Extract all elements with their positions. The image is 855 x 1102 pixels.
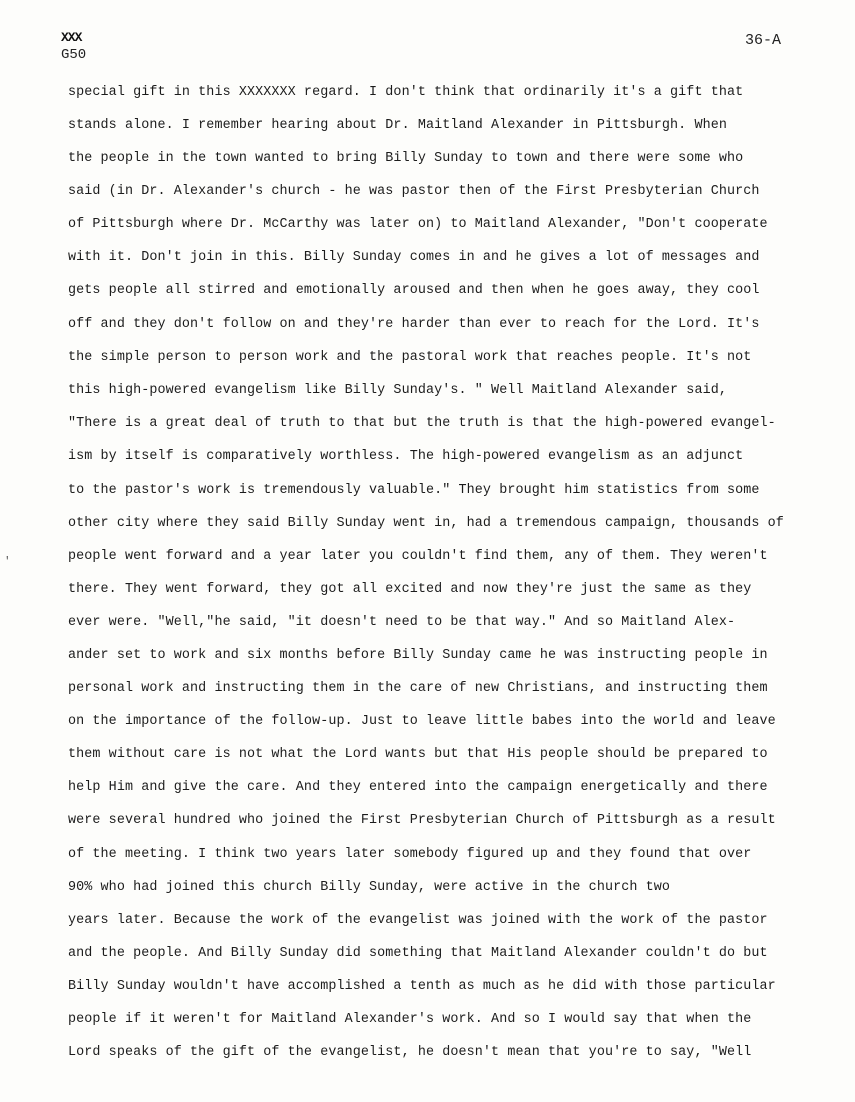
scan-speck-mark: ʹ — [4, 556, 11, 568]
text-line: help Him and give the care. And they entered into the campaign energetically and there — [68, 780, 768, 795]
text-line: the people in the town wanted to bring Billy Sunday to town and there were some who — [68, 151, 744, 166]
text-line: with it. Don't join in this. Billy Sunday comes in and he gives a lot of messages and — [68, 250, 760, 265]
text-line: to the pastor's work is tremendously valuable." They brought him statistics from some — [68, 483, 760, 498]
text-line: people went forward and a year later you couldn't find them, any of them. They weren't — [68, 549, 768, 564]
text-line: Billy Sunday wouldn't have accomplished a tenth as much as he did with those particular — [68, 979, 776, 994]
text-line: of Pittsburgh where Dr. McCarthy was later on) to Maitland Alexander, "Don't cooperate — [68, 217, 768, 232]
text-line: were several hundred who joined the First Presbyterian Church of Pittsburgh as a result — [68, 813, 776, 828]
text-line: 90% who had joined this church Billy Sunday, were active in the church two — [68, 880, 671, 895]
text-line: other city where they said Billy Sunday went in, had a tremendous campaign, thousands of — [68, 516, 784, 531]
text-line: there. They went forward, they got all excited and now they're just the same as they — [68, 582, 752, 597]
text-line: said (in Dr. Alexander's church - he was pastor then of the First Presbyterian Church — [68, 184, 760, 199]
text-line: of the meeting. I think two years later somebody figured up and they found that over — [68, 847, 752, 862]
text-line: off and they don't follow on and they're harder than ever to reach for the Lord. It's — [68, 317, 760, 332]
text-line: ander set to work and six months before Billy Sunday came he was instructing people in — [68, 648, 768, 663]
text-line: on the importance of the follow-up. Just to leave little babes into the world and leave — [68, 714, 776, 729]
text-line: special gift in this XXXXXXX regard. I don't think that ordinarily it's a gift that — [68, 85, 744, 100]
text-line: Lord speaks of the gift of the evangelist, he doesn't mean that you're to say, "Well — [68, 1045, 752, 1060]
text-line: ism by itself is comparatively worthless. The high-powered evangelism as an adjunct — [68, 449, 744, 464]
text-line: gets people all stirred and emotionally aroused and then when he goes away, they cool — [68, 283, 760, 298]
text-line: years later. Because the work of the evangelist was joined with the work of the pastor — [68, 913, 768, 928]
text-line: them without care is not what the Lord wants but that His people should be prepared to — [68, 747, 768, 762]
page-number: 36-A — [745, 32, 782, 49]
text-line: this high-powered evangelism like Billy Sunday's. " Well Maitland Alexander said, — [68, 383, 727, 398]
text-line: the simple person to person work and the pastoral work that reaches people. It's not — [68, 350, 752, 365]
text-line: ever were. "Well,"he said, "it doesn't need to be that way." And so Maitland Alex- — [68, 615, 736, 630]
text-line: "There is a great deal of truth to that but the truth is that the high-powered evangel- — [68, 416, 776, 431]
document-code: G50 — [61, 47, 87, 63]
text-line: people if it weren't for Maitland Alexander's work. And so I would say that when the — [68, 1012, 752, 1027]
text-line: stands alone. I remember hearing about Dr. Maitland Alexander in Pittsburgh. When — [68, 118, 727, 133]
document-code-struck: XXX — [61, 30, 82, 45]
text-line: and the people. And Billy Sunday did something that Maitland Alexander couldn't do but — [68, 946, 768, 961]
text-line: personal work and instructing them in the care of new Christians, and instructing them — [68, 681, 768, 696]
